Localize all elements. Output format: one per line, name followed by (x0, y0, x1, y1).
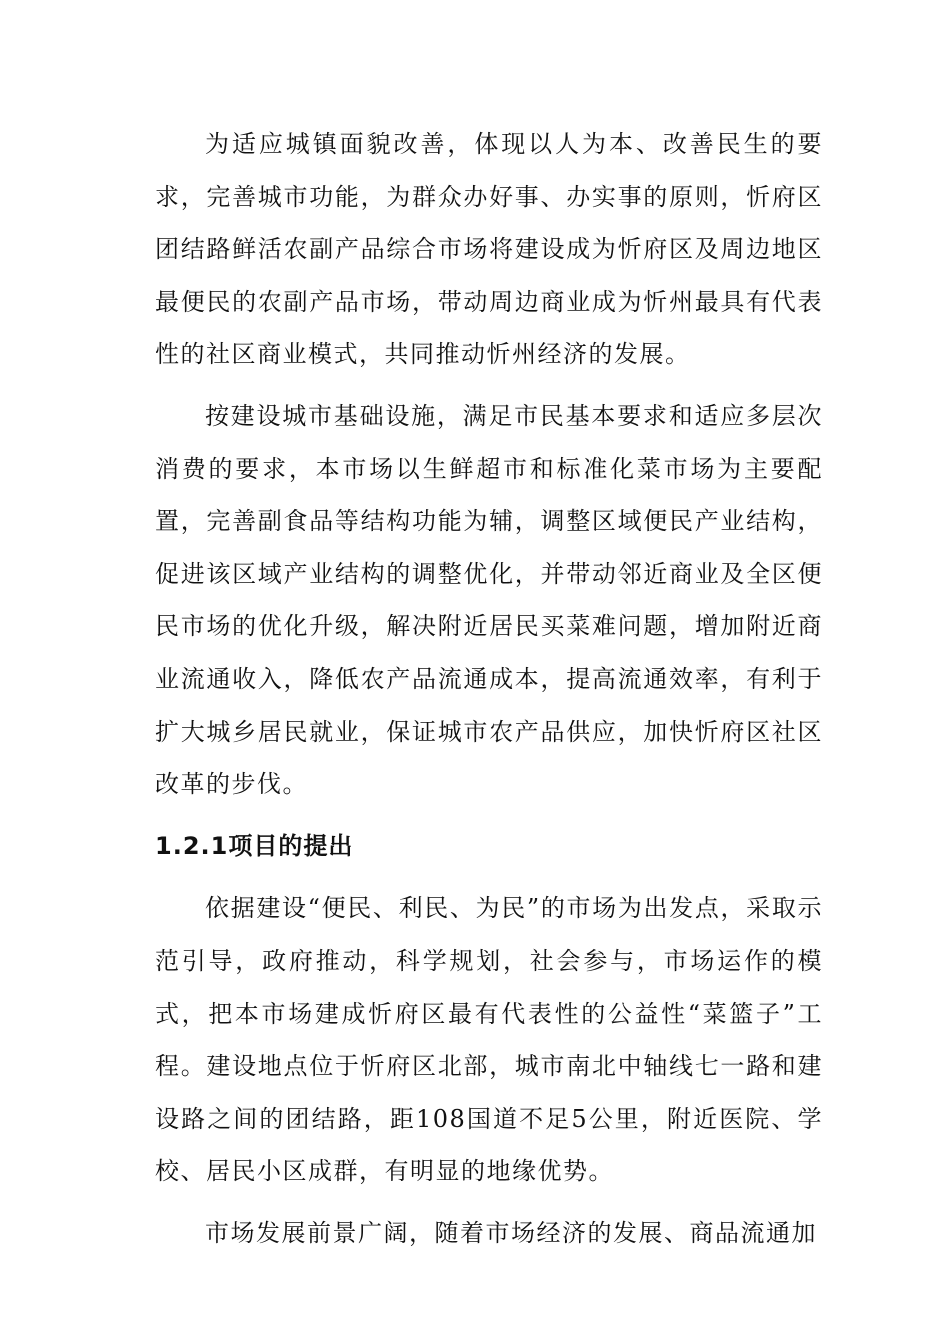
paragraph-market-prospect: 市场发展前景广阔，随着市场经济的发展、商品流通加 (205, 1218, 817, 1247)
document-body (155, 118, 823, 1268)
paragraph-project-basis: 依据建设“便民、利民、为民”的市场为出发点，采取示范引导，政府推动，科学规划，社会参与，市场运作的模式，把本市场建成忻府区最有代表性的公益性“菜篮子”工程。建设地点位于忻府区北部，城市南北中轴线七一路和建设路之间的团结路，距108国道不足5公里，附近医院、学校、居民小区成群，有明显的地缘优势。 (155, 894, 823, 1186)
paragraph-infrastructure: 按建设城市基础设施，满足市民基本要求和适应多层次消费的要求，本市场以生鲜超市和标准化菜市场为主要配置，完善副食品等结构功能为辅，调整区域便民产业结构，促进该区域产业结构的调整优化，并带动邻近商业及全区便民市场的优化升级，解决附近居民买菜难问题，增加附近商业流通收入，降低农产品流通成本，提高流通效率，有利于扩大城乡居民就业，保证城市农产品供应，加快忻府区社区改革的步伐。 (155, 401, 823, 799)
section-heading: 1.2.1项目的提出 (155, 831, 354, 860)
paragraph-intro: 为适应城镇面貌改善，体现以人为本、改善民生的要求，完善城市功能，为群众办好事、办实事的原则，忻府区团结路鲜活农副产品综合市场将建设成为忻府区及周边地区最便民的农副产品市场，带动周边商业成为忻州最具有代表性的社区商业模式，共同推动忻州经济的发展。 (155, 130, 823, 369)
